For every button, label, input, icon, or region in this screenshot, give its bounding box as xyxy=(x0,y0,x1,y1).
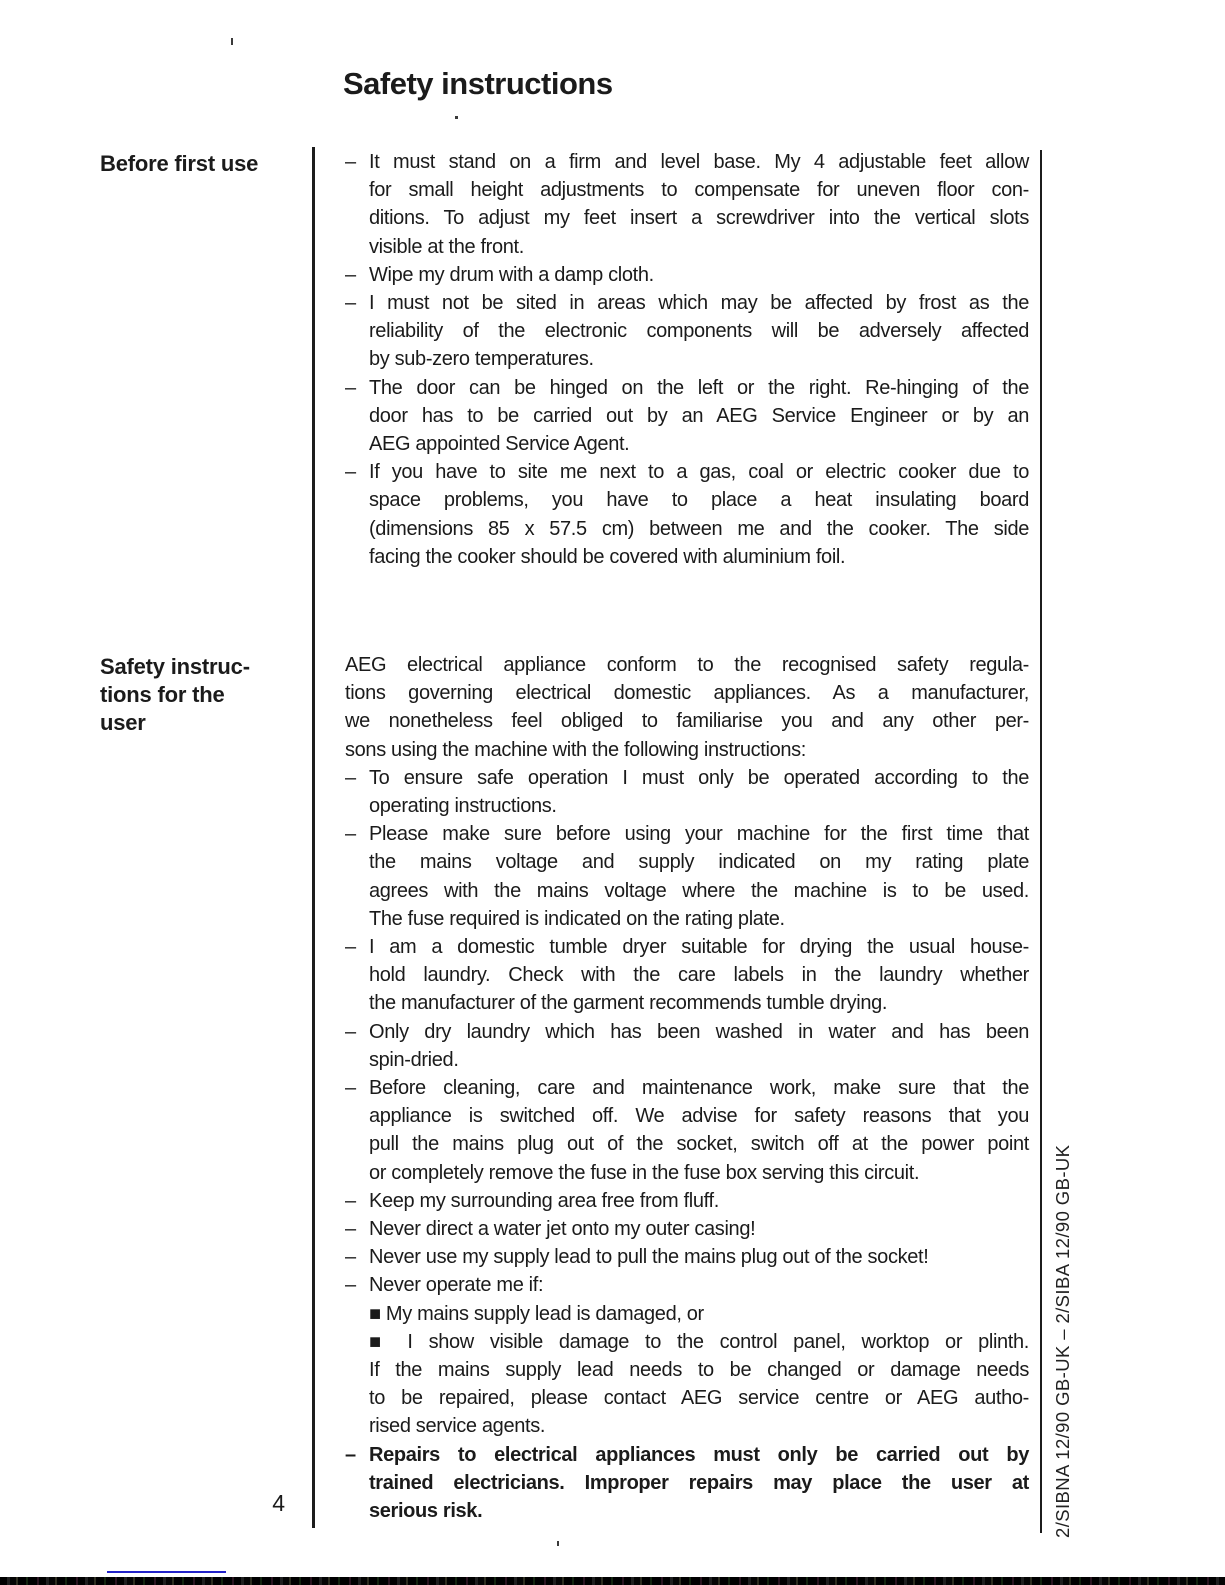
text-line: trained electricians. Improper repairs may place the user at xyxy=(369,1471,1029,1494)
page-title: Safety instructions xyxy=(343,66,613,101)
dash-bullet: – xyxy=(345,1189,356,1212)
text-line: AEG appointed Service Agent. xyxy=(369,433,630,456)
dash-bullet: – xyxy=(345,766,356,789)
section-label-safety-instructions-user xyxy=(100,653,300,738)
text-line: rised service agents. xyxy=(369,1415,546,1438)
text-line: Please make sure before using your machine for the first time that xyxy=(369,823,1029,846)
page-number: 4 xyxy=(272,1490,285,1516)
list-item xyxy=(345,1187,1029,1215)
dash-bullet: – xyxy=(345,376,356,399)
text-line: It must stand on a firm and level base. My 4 adjustable feet allow xyxy=(369,151,1029,173)
text-line: If you have to site me next to a gas, coal or electric cooker due to xyxy=(369,461,1029,484)
text-line: or completely remove the fuse in the fuse box serving this circuit. xyxy=(369,1161,920,1184)
text-line: by sub-zero temperatures. xyxy=(369,348,594,371)
label-divider-rule xyxy=(312,147,315,1528)
list-item xyxy=(345,289,1029,374)
text-line: appliance is switched off. We advise for safety reasons that you xyxy=(369,1105,1029,1128)
dash-bullet: – xyxy=(345,936,356,959)
text-line: pull the mains plug out of the socket, switch off at the power point xyxy=(369,1133,1029,1156)
list-item xyxy=(345,933,1029,1018)
list-item xyxy=(345,1271,1029,1440)
text-line: user xyxy=(100,710,146,736)
list-item xyxy=(345,1018,1029,1074)
text-line: agrees with the mains voltage where the machine is to be used. xyxy=(369,879,1029,902)
text-line: Never use my supply lead to pull the mains plug out of the socket! xyxy=(369,1246,929,1269)
list-item xyxy=(345,820,1029,933)
text-line: reliability of the electronic components will be adversely affected xyxy=(369,320,1029,343)
text-line: the manufacturer of the garment recommends tumble drying. xyxy=(369,992,888,1015)
text-line: tions governing electrical domestic appliances. As a manufacturer, xyxy=(345,682,1029,705)
text-line: I am a domestic tumble dryer suitable for drying the usual house- xyxy=(369,936,1029,959)
text-line: AEG electrical appliance conform to the recognised safety regula- xyxy=(345,654,1029,676)
section-label-before-first-use xyxy=(100,150,300,178)
text-line: Only dry laundry which has been washed in water and has been xyxy=(369,1020,1029,1043)
dash-bullet: – xyxy=(345,1274,356,1297)
list-item xyxy=(345,261,1029,289)
scan-speck xyxy=(231,38,233,45)
list-item xyxy=(345,148,1029,261)
list-item xyxy=(345,764,1029,820)
text-line: sons using the machine with the following instructions: xyxy=(345,738,807,761)
text-line: spin-dried. xyxy=(369,1048,459,1071)
text-line: To ensure safe operation I must only be operated according to the xyxy=(369,766,1029,789)
list-item xyxy=(345,458,1029,571)
section-body-safety-instructions-user xyxy=(345,651,1029,1525)
list-item xyxy=(345,1243,1029,1271)
text-line: If the mains supply lead needs to be changed or damage needs xyxy=(369,1359,1029,1382)
text-line: (dimensions 85 x 57.5 cm) between me and the cooker. The side xyxy=(369,517,1029,540)
text-line: Wipe my drum with a damp cloth. xyxy=(369,263,654,286)
text-line: serious risk. xyxy=(369,1500,483,1523)
text-line: The door can be hinged on the left or the right. Re-hinging of the xyxy=(369,376,1029,399)
text-line: ditions. To adjust my feet insert a screwdriver into the vertical slots xyxy=(369,207,1029,230)
dash-bullet: – xyxy=(345,461,356,484)
dash-bullet: – xyxy=(345,1020,356,1043)
intro-paragraph xyxy=(345,651,1029,764)
text-line: The fuse required is indicated on the rating plate. xyxy=(369,907,785,930)
list-item xyxy=(345,1074,1029,1187)
text-line: operating instructions. xyxy=(369,795,557,818)
right-margin-rule xyxy=(1040,150,1042,1533)
text-line: hold laundry. Check with the care labels in the laundry whether xyxy=(369,964,1029,987)
text-line: Safety instruc- xyxy=(100,654,250,679)
text-line: door has to be carried out by an AEG Service Engineer or by an xyxy=(369,404,1029,427)
dash-bullet: – xyxy=(345,263,356,286)
text-line: to be repaired, please contact AEG service centre or AEG autho- xyxy=(369,1387,1029,1410)
text-line: facing the cooker should be covered with aluminium foil. xyxy=(369,545,846,568)
dash-bullet: – xyxy=(345,1218,356,1241)
text-line: Never operate me if: xyxy=(369,1274,544,1297)
blue-underline-mark xyxy=(107,1571,226,1573)
list-item xyxy=(345,1441,1029,1526)
section-body-before-first-use xyxy=(345,148,1029,571)
text-line: Before cleaning, care and maintenance work, make sure that the xyxy=(369,1077,1029,1100)
scan-noise-strip xyxy=(0,1577,1225,1585)
text-line: for small height adjustments to compensate for uneven floor con- xyxy=(369,179,1029,202)
dash-bullet: – xyxy=(345,1077,356,1100)
text-line: ■ I show visible damage to the control panel, worktop or plinth. xyxy=(369,1330,1029,1353)
text-line: I must not be sited in areas which may be affected by frost as the xyxy=(369,292,1029,315)
dash-bullet: – xyxy=(345,151,356,173)
text-line: space problems, you have to place a heat insulating board xyxy=(369,489,1029,512)
text-line: Keep my surrounding area free from fluff. xyxy=(369,1189,719,1212)
text-line: visible at the front. xyxy=(369,235,524,258)
dash-bullet: – xyxy=(345,1443,356,1466)
print-code-vertical-text: 2/SIBNA 12/90 GB-UK – 2/SIBA 12/90 GB-UK xyxy=(1052,1144,1073,1538)
text-line: Repairs to electrical appliances must only be carried out by xyxy=(369,1443,1029,1466)
dash-bullet: – xyxy=(345,823,356,846)
list-item xyxy=(345,1215,1029,1243)
dash-bullet: – xyxy=(345,292,356,315)
scan-speck xyxy=(455,116,458,119)
text-line: ■ My mains supply lead is damaged, or xyxy=(369,1302,704,1325)
scan-speck xyxy=(557,1541,559,1546)
text-line: we nonetheless feel obliged to familiarise you and any other per- xyxy=(345,710,1029,733)
dash-bullet: – xyxy=(345,1246,356,1269)
text-line: Never direct a water jet onto my outer casing! xyxy=(369,1218,756,1241)
text-line: the mains voltage and supply indicated on my rating plate xyxy=(369,851,1029,874)
list-item xyxy=(345,374,1029,459)
text-line: Before first use xyxy=(100,151,259,176)
text-line: tions for the xyxy=(100,682,225,708)
